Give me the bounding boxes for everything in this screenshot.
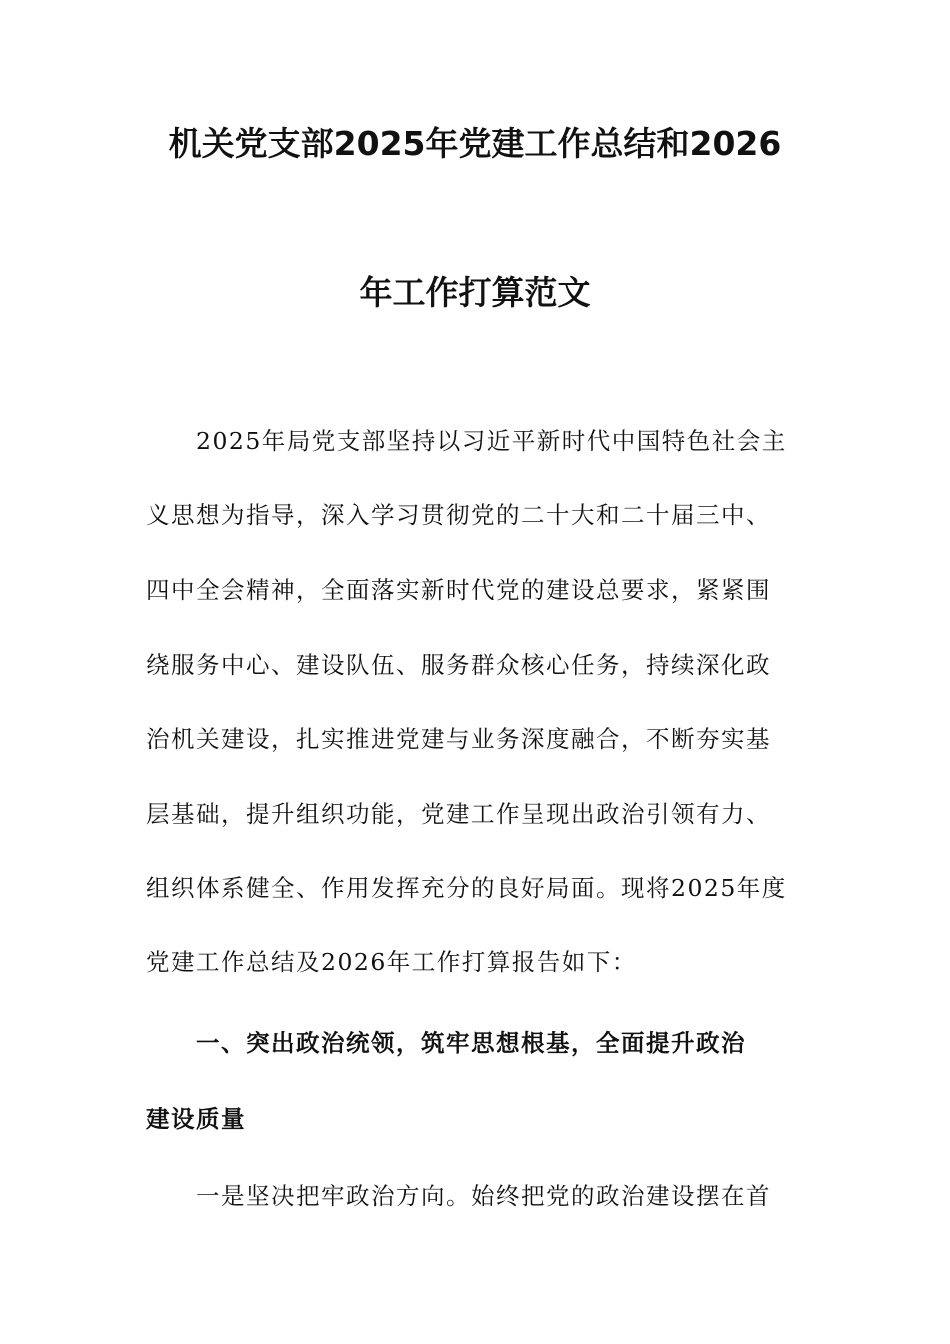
section-heading-line: 建设质量 — [146, 1105, 246, 1133]
intro-paragraph-line: 义思想为指导，深入学习贯彻党的二十大和二十届三中、 — [146, 501, 771, 529]
intro-paragraph-line: 绕服务中心、建设队伍、服务群众核心任务，持续深化政 — [146, 651, 771, 679]
intro-paragraph-line: 层基础，提升组织功能，党建工作呈现出政治引领有力、 — [146, 800, 771, 828]
body-paragraph-line: 一是坚决把牢政治方向。始终把党的政治建设摆在首 — [196, 1182, 771, 1210]
document-title-line-2: 年工作打算范文 — [359, 273, 591, 312]
intro-paragraph-line: 治机关建设，扎实推进党建与业务深度融合，不断夯实基 — [146, 725, 771, 753]
intro-paragraph-line: 党建工作总结及2026年工作打算报告如下： — [146, 948, 637, 976]
intro-paragraph-line: 四中全会精神，全面落实新时代党的建设总要求，紧紧围 — [146, 576, 771, 604]
document-title-line-1: 机关党支部2025年党建工作总结和2026 — [168, 124, 782, 163]
intro-paragraph-line: 2025年局党支部坚持以习近平新时代中国特色社会主 — [196, 427, 787, 455]
intro-paragraph-line: 组织体系健全、作用发挥充分的良好局面。现将2025年度 — [146, 874, 787, 902]
section-heading-line: 一、突出政治统领，筑牢思想根基，全面提升政治 — [196, 1029, 746, 1057]
